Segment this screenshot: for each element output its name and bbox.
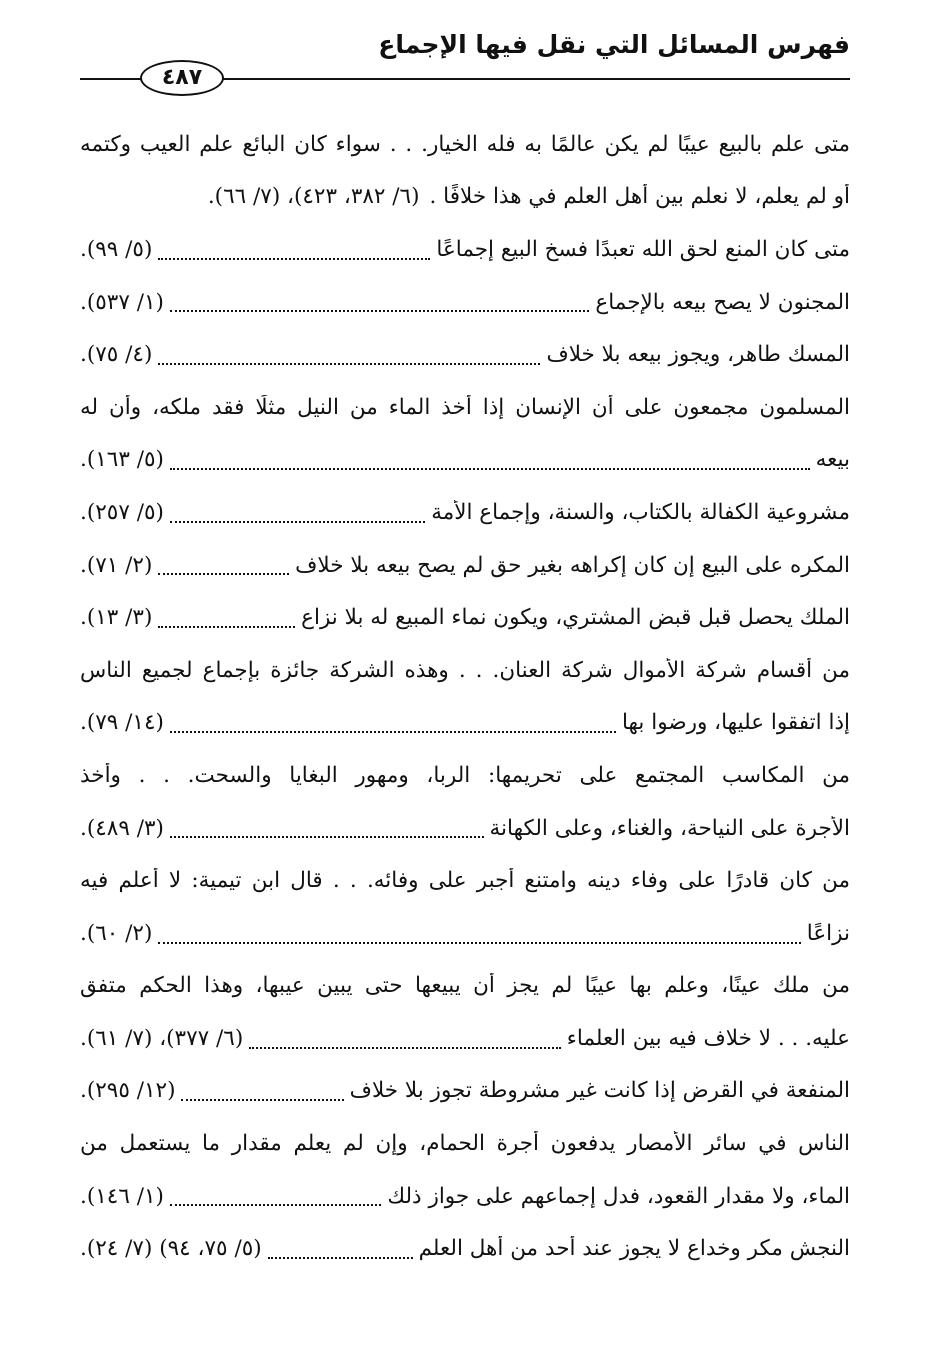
entry-text: نزاعًا <box>806 920 850 946</box>
volume-page-reference: (٥/ ٩٩). <box>80 236 153 262</box>
entry-text: من كان قادرًا على وفاء دينه وامتنع أجبر على وفائه. . . قال ابن تيمية: لا أعلم فيه <box>80 868 850 894</box>
index-entry-line <box>80 276 850 329</box>
entry-text: الأجرة على النياحة، والغناء، وعلى الكهانة <box>489 815 850 841</box>
entry-text: متى كان المنع لحق الله تعبدًا فسخ البيع إجماعًا <box>436 236 850 262</box>
index-entry-line <box>80 1222 850 1275</box>
entry-text: المجنون لا يصح بيعه بالإجماع <box>595 289 850 315</box>
entry-text: الملك يحصل قبل قبض المشتري، ويكون نماء المبيع له بلا نزاع <box>301 605 850 631</box>
volume-page-reference: (٥/ ٧٥، ٩٤) (٧/ ٢٤). <box>80 1236 262 1262</box>
index-entry-line <box>80 1065 850 1118</box>
index-entry-line <box>80 486 850 539</box>
volume-page-reference: (٥/ ١٦٣). <box>80 447 164 473</box>
volume-page-reference: (١/ ١٤٦). <box>80 1183 164 1209</box>
index-entry-line <box>80 802 850 855</box>
entry-text: بيعه <box>815 447 850 473</box>
volume-page-reference: (٣/ ١٣). <box>80 605 153 631</box>
entry-text: مشروعية الكفالة بالكتاب، والسنة، وإجماع الأمة <box>431 499 850 525</box>
dot-leader <box>181 1099 343 1101</box>
volume-page-reference: (١/ ٥٣٧). <box>80 289 164 315</box>
index-entry-line <box>80 907 850 960</box>
entry-text: من أقسام شركة الأموال شركة العنان. . . وهذه الشركة جائزة بإجماع لجميع الناس <box>80 657 850 683</box>
index-entry-line <box>80 591 850 644</box>
entry-text: من ملك عينًا، وعلم بها عيبًا لم يجز أن يبيعها حتى يبين عيبها، وهذا الحكم متفق <box>80 973 850 999</box>
entry-text: المنفعة في القرض إذا كانت غير مشروطة تجوز بلا خلاف <box>349 1078 850 1104</box>
index-body <box>80 118 850 1275</box>
volume-page-reference: (١٢/ ٢٩٥). <box>80 1078 176 1104</box>
index-entry-line <box>80 434 850 487</box>
running-header-title: فهرس المسائل التي نقل فيها الإجماع <box>378 30 850 59</box>
index-entry-line <box>80 749 850 802</box>
entry-text: عليه. . . لا خلاف فيه بين العلماء <box>566 1025 850 1051</box>
entry-text: الناس في سائر الأمصار يدفعون أجرة الحمام، وإن لم يعلم مقدار ما يستعمل من <box>80 1131 850 1157</box>
index-entry-line <box>80 697 850 750</box>
entry-text: الماء، ولا مقدار القعود، فدل إجماعهم على جواز ذلك <box>387 1183 850 1209</box>
volume-page-reference: (٦/ ٣٧٧)، (٧/ ٦١). <box>80 1025 244 1051</box>
index-entry-line <box>80 539 850 592</box>
volume-page-reference: (٢/ ٧١). <box>80 552 153 578</box>
entry-text: النجش مكر وخداع لا يجوز عند أحد من أهل العلم <box>418 1236 850 1262</box>
dot-leader <box>170 468 810 470</box>
index-entry-line <box>80 1170 850 1223</box>
volume-page-reference: (١٤/ ٧٩). <box>80 710 164 736</box>
index-entry-line <box>80 171 850 224</box>
entry-text: المسلمون مجمعون على أن الإنسان إذا أخذ الماء من النيل مثلًا فقد ملكه، وأن له <box>80 394 850 420</box>
index-entry-line <box>80 381 850 434</box>
entry-text: المكره على البيع إن كان إكراهه بغير حق لم يصح بيعه بلا خلاف <box>295 552 850 578</box>
dot-leader <box>249 1047 561 1049</box>
volume-page-reference: (٤/ ٧٥). <box>80 342 153 368</box>
index-entry-line <box>80 854 850 907</box>
index-entry-line <box>80 1012 850 1065</box>
dot-leader <box>170 310 589 312</box>
dot-leader <box>158 573 289 575</box>
entry-text: إذا اتفقوا عليها، ورضوا بها <box>621 710 850 736</box>
volume-page-reference: (٣/ ٤٨٩). <box>80 815 164 841</box>
dot-leader <box>170 836 484 838</box>
index-entry-line <box>80 118 850 171</box>
volume-page-reference: (٢/ ٦٠). <box>80 920 153 946</box>
entry-text: أو لم يعلم، لا نعلم بين أهل العلم في هذا خلافًا . <box>429 184 850 210</box>
entry-text: متى علم بالبيع عيبًا لم يكن عالمًا به فله الخيار. . . سواء كان البائع علم العيب وكتمه <box>80 131 850 157</box>
volume-page-reference: (٦/ ٣٨٢، ٤٢٣)، (٧/ ٦٦). <box>207 184 420 210</box>
index-entry-line <box>80 644 850 697</box>
entry-text: من المكاسب المجتمع على تحريمها: الربا، ومهور البغايا والسحت. . . وأخذ <box>80 762 850 788</box>
index-entry-line <box>80 1117 850 1170</box>
page-number: ٤٨٧ <box>161 65 203 90</box>
page-number-badge <box>140 60 224 96</box>
dot-leader <box>268 1257 413 1259</box>
dot-leader <box>158 942 800 944</box>
volume-page-reference: (٥/ ٢٥٧). <box>80 499 164 525</box>
dot-leader <box>158 258 430 260</box>
index-entry-line <box>80 223 850 276</box>
dot-leader <box>158 626 295 628</box>
dot-leader <box>158 363 540 365</box>
dot-leader <box>170 731 616 733</box>
dot-leader <box>170 1204 381 1206</box>
index-entry-line <box>80 328 850 381</box>
index-entry-line <box>80 960 850 1013</box>
dot-leader <box>170 521 425 523</box>
entry-text: المسك طاهر، ويجوز بيعه بلا خلاف <box>546 342 850 368</box>
